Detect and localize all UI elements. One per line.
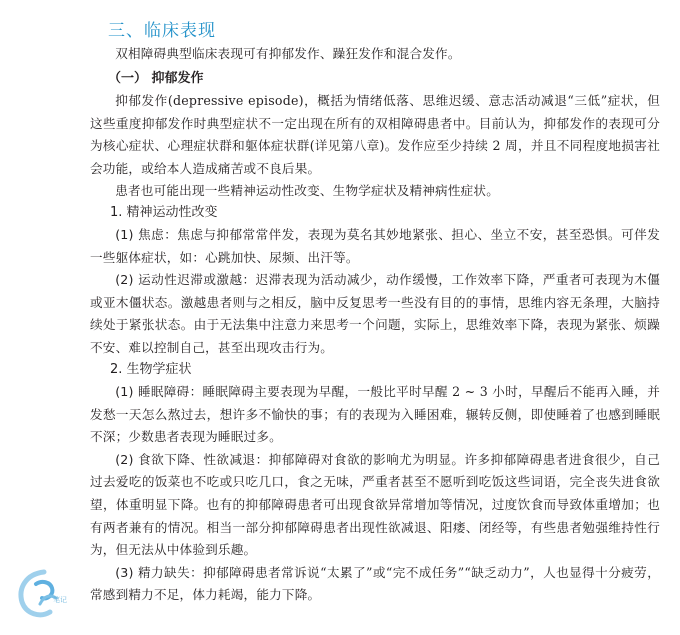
- item-sleep-disorder: [90, 381, 660, 449]
- item-term: (2) 食欲下降、性欲减退：: [115, 451, 269, 467]
- section-title: 三、临床表现: [108, 21, 216, 41]
- item-anxiety: [90, 224, 660, 269]
- item-text: 焦虑与抑郁常常伴发，表现为莫名其妙地紧张、担心、坐立不安，甚至恐惧。可伴发一些躯体症状，如：心跳加快、尿频、出汗等。: [90, 227, 660, 265]
- item-text: 睡眠障碍主要表现为早醒，一般比平时早醒 2 ~ 3 小时，早醒后不能再入睡，并发愁一天怎么熬过去，想许多不愉快的事；有的表现为入睡困难，辗转反侧，即使睡着了也感到睡眠不深；少数患者表现为睡眠过多。: [90, 384, 661, 445]
- psychomotor-section: [90, 202, 660, 360]
- intro-paragraph: 双相障碍典型临床表现可有抑郁发作、躁狂发作和混合发作。: [115, 46, 461, 61]
- item-text: 迟滞表现为活动减少，动作缓慢，工作效率下降，严重者可表现为木僵或亚木僵状态。激越患者则与之相反，脑中反复思考一些没有目的的事情，思维内容无条理，大脑持续处于紧张状态。由于无法集中注意力来思考一个问题，实际上，思维效率下降，表现为紧张、烦躁不安、难以控制自己，甚至出现攻击行为。: [90, 272, 660, 355]
- item-term: (3) 精力缺失：: [115, 564, 204, 580]
- intro-block: [90, 43, 660, 66]
- item-text: 抑郁障碍对食欲的影响尤为明显。许多抑郁障碍患者进食很少，自己过去爱吃的饭菜也不吃或只吃几口，食之无味，严重者甚至不愿听到吃饭这些词语，完全丧失进食欲望，体重明显下降。也有的抑郁障碍患者可出现食欲异常增加等情况，过度饮食而导致体重增加；也有两者兼有的情况。相当一部分抑郁障碍患者出现性欲减退、阳痿、闭经等，有些患者勉强维持性行为，但无法从中体验到乐趣。: [90, 451, 660, 558]
- item-term: (1) 睡眠障碍：: [115, 384, 203, 399]
- depressive-episode-section: [90, 68, 660, 203]
- depression-definition-paragraph: 抑郁发作(depressive episode)，概括为情绪低落、思维迟缓、意志活动减退“三低”症状，但这些重度抑郁发作时典型症状不一定出现在所有的双相障碍患者中。目前认为，抑郁发作的表现可分为核心症状、心理症状群和躯体症状群(详见第八章)。发作应至少持续 2 周，并且不同程度地损害社会功能，或给本人造成痛苦或不良后果。: [90, 93, 660, 176]
- item-energy-loss: [90, 562, 660, 607]
- biological-section: [90, 359, 660, 607]
- notes-logo-icon: [14, 568, 74, 620]
- heading-psychomotor-changes: 1. 精神运动性改变: [110, 205, 218, 220]
- depression-extra-symptoms-paragraph: 患者也可能出现一些精神运动性改变、生物学症状及精神病性症状。: [115, 183, 499, 199]
- item-term: (2) 运动性迟滞或激越：: [115, 272, 256, 288]
- item-appetite-libido: [90, 449, 660, 562]
- subsection-heading-depression: （一） 抑郁发作: [108, 71, 204, 86]
- heading-biological-symptoms: 2. 生物学症状: [110, 362, 192, 377]
- item-text: 抑郁障碍患者常诉说“太累了”或“完不成任务”“缺乏动力”，人也显得十分疲劳，常感到精力不足，体力耗竭，能力下降。: [90, 564, 660, 603]
- item-retardation-agitation: [90, 269, 660, 359]
- item-term: (1) 焦虑：: [115, 227, 178, 242]
- notes-label: 笔记: [53, 596, 67, 604]
